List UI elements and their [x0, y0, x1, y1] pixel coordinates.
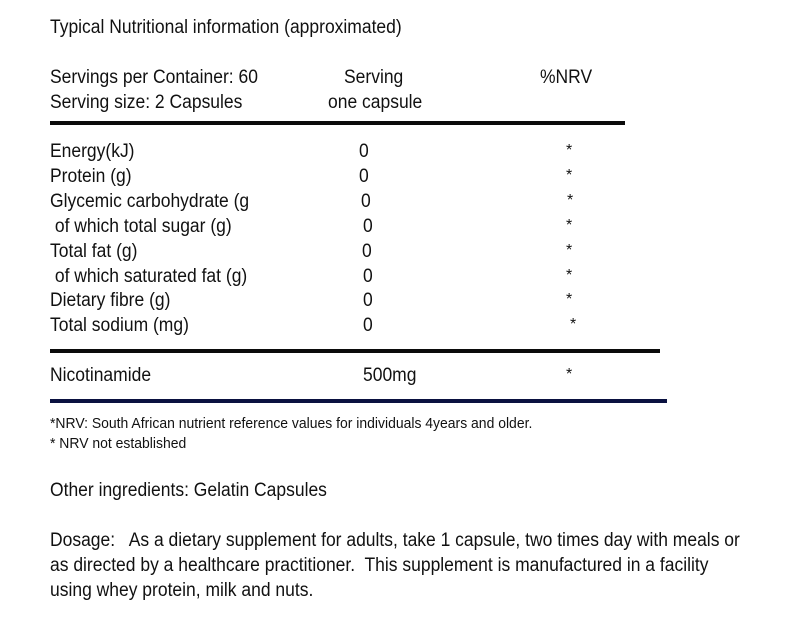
- nutrient-value: 0: [359, 141, 369, 162]
- nutrient-value: 0: [362, 241, 372, 262]
- dosage-line-2: as directed by a healthcare practitioner. This supplement is manufactured in a facility: [50, 555, 709, 576]
- nutrient-label: Dietary fibre (g): [50, 290, 171, 311]
- nutrient-nrv: *: [566, 217, 573, 234]
- nutrient-value: 0: [359, 166, 369, 187]
- dosage-line-3: using whey protein, milk and nuts.: [50, 580, 314, 601]
- active-ingredient-nrv: *: [566, 366, 573, 383]
- header-divider: [50, 121, 625, 125]
- nutrient-nrv: *: [566, 267, 573, 284]
- nutrient-label: Total sodium (mg): [50, 315, 189, 336]
- nutrient-label: of which saturated fat (g): [50, 266, 248, 287]
- nutrient-value: 0: [363, 290, 373, 311]
- other-ingredients: Other ingredients: Gelatin Capsules: [50, 480, 327, 501]
- nutrient-nrv: *: [566, 242, 573, 259]
- active-ingredient-value: 500mg: [363, 365, 417, 386]
- nutrient-nrv: *: [566, 167, 573, 184]
- nutrient-label: Energy(kJ): [50, 141, 135, 162]
- nutrient-label: Total fat (g): [50, 241, 138, 262]
- footnote-not-established: * NRV not established: [50, 435, 187, 452]
- table-bottom-divider: [50, 399, 667, 403]
- nutrient-value: 0: [363, 315, 373, 336]
- nutrient-value: 0: [363, 266, 373, 287]
- nutrient-nrv: *: [570, 316, 577, 333]
- column-header-serving: Serving: [344, 67, 404, 88]
- footnote-nrv: *NRV: South African nutrient reference values for individuals 4years and older.: [50, 415, 533, 432]
- nutrient-nrv: *: [566, 142, 573, 159]
- nutrient-label: of which total sugar (g): [50, 216, 232, 237]
- nutrients-divider: [50, 349, 660, 353]
- serving-size: Serving size: 2 Capsules: [50, 92, 243, 113]
- dosage-line-1: Dosage: As a dietary supplement for adults, take 1 capsule, two times day with meals or: [50, 530, 740, 551]
- nutrient-value: 0: [363, 216, 373, 237]
- column-header-nrv: %NRV: [540, 67, 593, 88]
- nutrient-nrv: *: [566, 291, 573, 308]
- nutrient-label: Glycemic carbohydrate (g: [50, 191, 250, 212]
- nutrient-nrv: *: [567, 192, 574, 209]
- active-ingredient-label: Nicotinamide: [50, 365, 152, 386]
- column-header-serving-unit: one capsule: [328, 92, 423, 113]
- nutrient-value: 0: [361, 191, 371, 212]
- label-title: Typical Nutritional information (approximated): [50, 17, 402, 38]
- servings-per-container: Servings per Container: 60: [50, 67, 258, 88]
- nutrient-label: Protein (g): [50, 166, 132, 187]
